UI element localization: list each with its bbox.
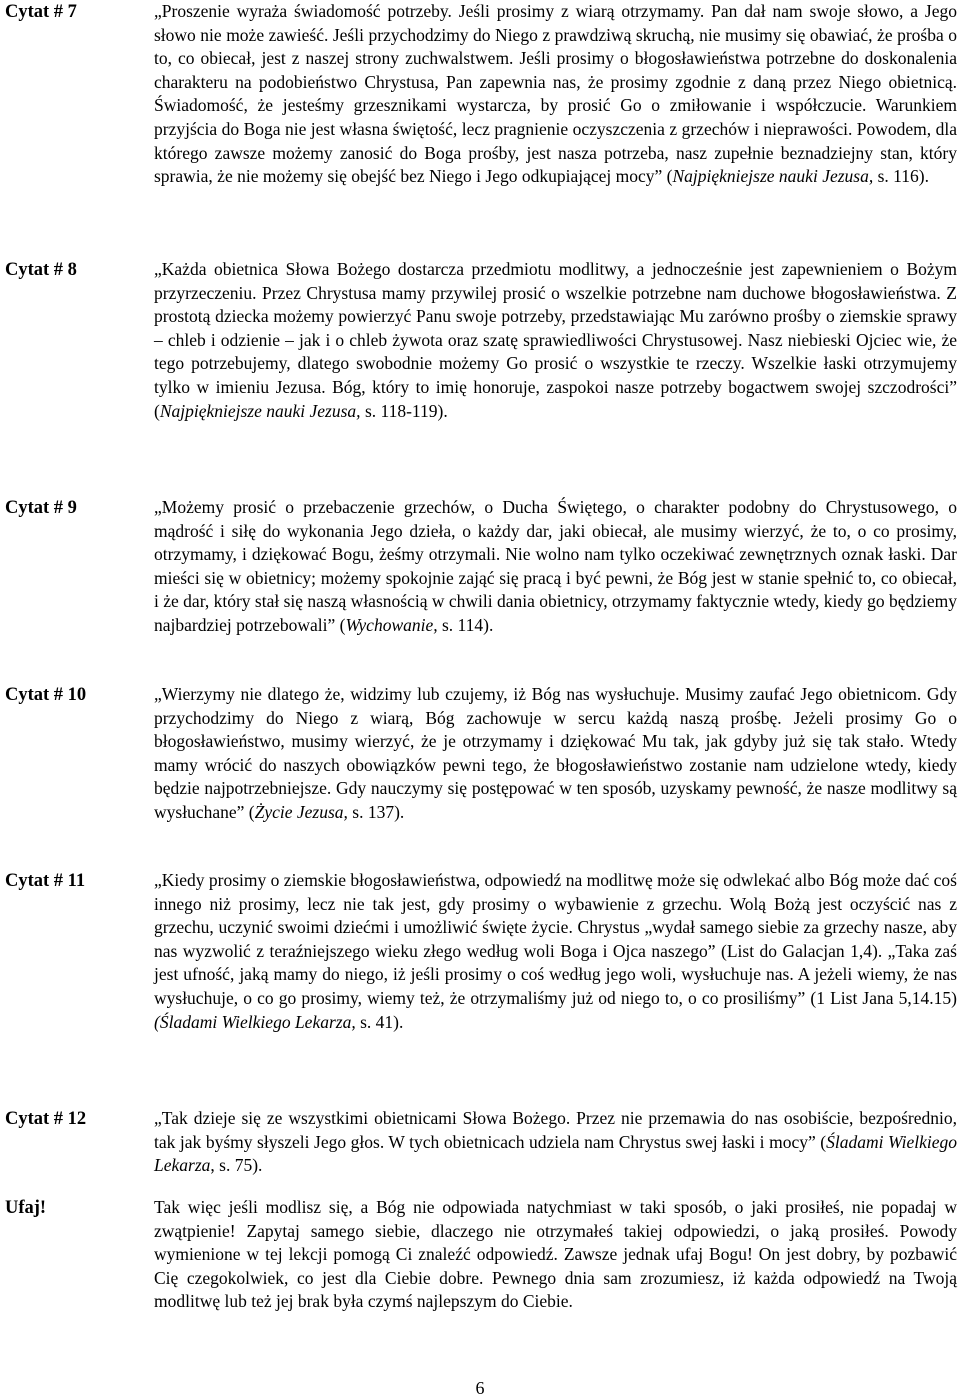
- citation-text: [154, 496, 957, 638]
- citation-page-ref: , s. 75).: [210, 1155, 263, 1176]
- citation-source-title: (Śladami Wielkiego Lekarza,: [154, 1011, 356, 1032]
- citation-label: Cytat # 10: [5, 685, 87, 705]
- citation-text: [154, 869, 957, 1034]
- citation-source-title: Najpiękniejsze nauki Jezusa,: [159, 400, 361, 421]
- citation-text-segment: „Każda obietnica Słowa Bożego dostarcza przedmiotu modlitwy, a jednocześnie jest zapewnieniem o Bożym przyrzeczeniu. Przez Chrystusa mamy przywilej prosić o wszelkie potrzebne nam duchowe błogosławieństwa. Z prostotą dziecka możemy powierzyć Panu swoje potrzeby, przedstawiając Mu zarówno prośby o ziemskie sprawy – chleb i odzienie – jak i o chleb żywota oraz szatę sprawiedliwości Chrystusowej. Nasz niebieski Ojciec wie, że tego potrzebujemy, dlatego swobodnie możemy Go prosić o wszystkie te rzeczy. Wszelkie łaski otrzymujemy tylko w imieniu Jezusa. Bóg, który to imię honoruje, zaspokoi nasze potrzeby bogactwem swojej szczodrości” (: [154, 259, 957, 421]
- citation-page-ref: s. 41).: [355, 1011, 404, 1032]
- citation-page-ref: s. 116).: [873, 166, 929, 187]
- citation-page-ref: s. 118-119).: [360, 400, 448, 421]
- citation-page-ref: s. 137).: [347, 801, 405, 822]
- citation-text-segment: „Wierzymy nie dlatego że, widzimy lub czujemy, iż Bóg nas wysłuchuje. Musimy zaufać Jego obietnicom. Gdy przychodzimy do Niego z wiarą, Bóg zachowuje w sercu każdą naszą prośbę. Jeżeli prosimy Go o błogosławieństwo, musimy wierzyć, że je otrzymamy i dziękować Mu tak, jak gdyby już się tak stało. Wtedy mamy wrócić do naszych obowiązków pewni tego, że błogosławieństwo zostanie nam udzielone wtedy, kiedy będzie najpotrzebniejsze. Gdy nauczymy się postępować w ten sposób, uzyskamy pewność, że nasze modlitwy są wysłuchane” (: [154, 684, 957, 822]
- citation-text-segment: „Tak dzieje się ze wszystkimi obietnicami Słowa Bożego. Przez nie przemawia do nas osobiście, bezpośrednio, tak jak byśmy słyszeli Jego głos. W tych obietnicach udziela nam Chrystus swej łaski i mocy” (: [154, 1108, 957, 1152]
- page-number: 6: [475, 1378, 485, 1398]
- citation-label: Cytat # 11: [5, 871, 86, 891]
- section-text-segment: Tak więc jeśli modlisz się, a Bóg nie odpowiada natychmiast w taki sposób, o jaki prosiłeś, nie popadaj w zwątpienie! Zapytaj samego siebie, dlaczego nie otrzymałeś takiej odpowiedzi, o jaką prosiłeś. Powody wymienione w tej lekcji pomogą Ci znaleźć odpowiedź. Zawsze jednak ufaj Bogu! On jest dobry, by pozbawić Cię czegokolwiek, co jest dla Ciebie dobre. Pewnego dnia sam zrozumiesz, iż każda odpowiedź na Twoją modlitwę lub też jej brak była czymś najlepszym do Ciebie.: [154, 1197, 957, 1312]
- citation-label: Cytat # 8: [5, 260, 77, 280]
- citation-source-title: Śladami Wielkiego Lekarza: [154, 1131, 957, 1176]
- citation-label: Cytat # 12: [5, 1109, 87, 1129]
- citation-text: [154, 0, 957, 189]
- section-label: Ufaj!: [5, 1198, 47, 1218]
- citation-label: Cytat # 7: [5, 2, 77, 22]
- citation-text-segment: „Proszenie wyraża świadomość potrzeby. Jeśli prosimy z wiarą otrzymamy. Pan dał nam swoje słowo, a Jego słowo nie może zawieść. Jeśli przychodzimy do Niego z prawdziwą skruchą, nie musimy się obawiać, że prośba o to, co obiecał, jest z naszej strony zuchwalstwem. Jeśli prosimy o błogosławieństwa potrzebne do doskonalenia charakteru na podobieństwo Chrystusa, Pan zapewnia nas, że prosimy zgodnie z daną przez Niego obietnicą. Świadomość, że jesteśmy grzesznikami wystarcza, by prosić Go o zmiłowanie i współczucie. Warunkiem przyjścia do Boga nie jest własna świętość, lecz pragnienie oczyszczenia z grzechów i nieprawości. Powodem, dla którego zawsze możemy zanosić do Boga prośby, jest nasza potrzeba, nasz zupełnie beznadziejny stan, który sprawia, że nie możemy się obejść bez Niego i Jego odkupiającej mocy” (: [154, 1, 957, 187]
- citation-text-segment: „Możemy prosić o przebaczenie grzechów, o Ducha Świętego, o charakter podobny do Chrystusowego, o mądrość i siłę do wykonania Jego dzieła, o każdy dar, jaki obiecał, ale musimy wierzyć, że to, o co prosimy, otrzymamy, i dziękować Bogu, żeśmy otrzymali. Nie wolno nam tylko oczekiwać zewnętrznych oznak łaski. Dar mieści się w obietnicy; możemy spokojnie zająć się pracą i być pewni, że Bóg jest w stanie spełnić to, co obiecał, i że dar, który stał się naszą własnością w chwili dania obietnicy, otrzymamy faktycznie wtedy, kiedy go będziemy najbardziej potrzebowali” (: [154, 497, 957, 635]
- citation-text: [154, 1107, 957, 1178]
- citation-page-ref: s. 114).: [437, 614, 494, 635]
- citation-text: [154, 683, 957, 825]
- citation-label: Cytat # 9: [5, 498, 77, 518]
- citation-text: [154, 258, 957, 423]
- citation-source-title: Życie Jezusa,: [254, 801, 348, 822]
- citation-text-segment: „Kiedy prosimy o ziemskie błogosławieństwa, odpowiedź na modlitwę może się odwlekać albo Bóg może dać coś innego niż prosimy, lecz nie tak jest, gdy prosimy o wybawienie z grzechu. Wolą Bożą jest oczyścić nas z grzechu, uczynić swoimi dziećmi i umożliwić święte życie. Chrystus „wydał samego siebie za grzechy nasze, aby nas wyzwolić z teraźniejszego wieku złego według woli Boga i Ojca naszego” (List do Galacjan 1,4). „Taka zaś jest ufność, jaką mamy do niego, iż jeśli prosimy o coś według jego woli, wysłuchuje nas. A jeżeli wiemy, że nas wysłuchuje, o co go prosimy, wiemy też, że otrzymaliśmy już od niego to, o co prosiliśmy” (1 List Jana 5,14.15): [154, 870, 957, 1008]
- citation-source-title: Wychowanie,: [345, 614, 438, 635]
- section-text: [154, 1196, 957, 1314]
- citation-source-title: Najpiękniejsze nauki Jezusa,: [672, 166, 874, 187]
